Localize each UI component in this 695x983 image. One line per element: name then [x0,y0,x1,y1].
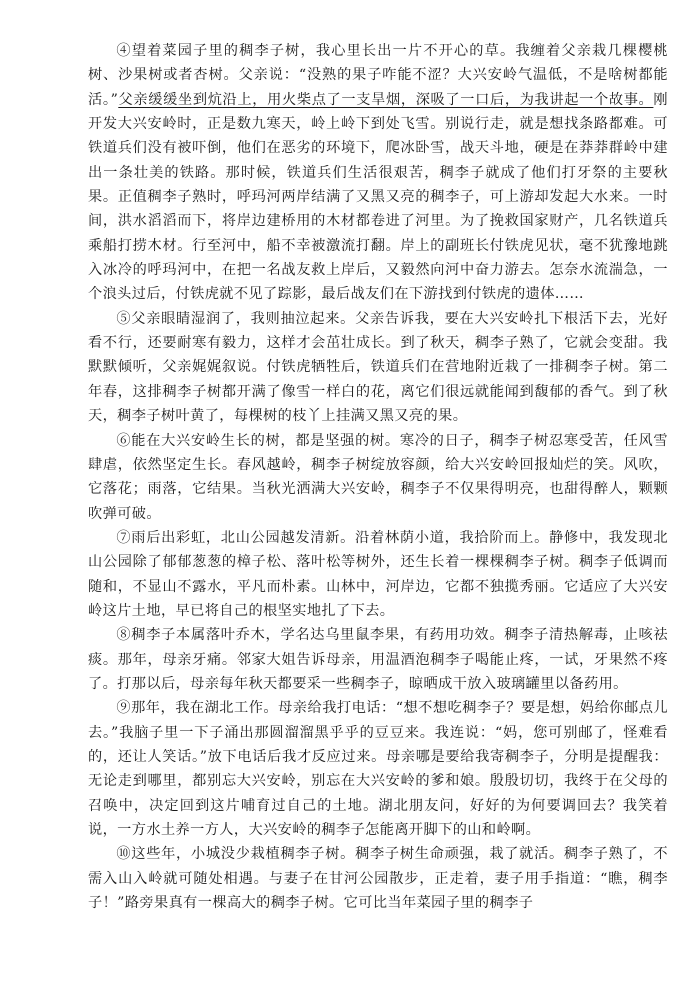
paragraph-4 [88,39,668,307]
paragraph-8: ⑧稠李子本属落叶乔木，学名达乌里鼠李果，有药用功效。稠李子清热解毒，止咳祛痰。那年，母亲牙痛。邻家大姐告诉母亲，用温酒泡稠李子喝能止疼，一试，牙果然不疼了。打那以后，母亲每年秋天都要采一些稠李子，晾晒成干放入玻璃罐里以备药用。 [88,627,668,692]
paragraph-9: ⑨那年，我在湖北工作。母亲给我打电话：“想不想吃稠李子？要是想，妈给你邮点儿去。”我脑子里一下子涌出那圆溜溜黑乎乎的豆豆来。我连说：“妈，您可别邮了，怪难看的，还让人笑话。”放下电话后我才反应过来。母亲哪是要给我寄稠李子，分明是提醒我：无论走到哪里，都别忘大兴安岭，别忘在大兴安岭的爹和娘。殷殷切切，我终于在父母的召唤中，决定回到这片哺育过自己的土地。湖北朋友问，好好的为何要调回去？我笑着说，一方水土养一方人，大兴安岭的稠李子怎能离开脚下的山和岭啊。 [88,700,668,838]
article-body [88,39,668,915]
paragraph-4-text-end: 刚开发大兴安岭时，正是数九寒天，岭上岭下到处飞雪。别说行走，就是想找条路都难。可铁道兵们没有被吓倒，他们在恶劣的环境下，爬冰卧雪，战天斗地，硬是在莽莽群岭中建出一条壮美的铁路。那时候，铁道兵们生活很艰苦，稠李子就成了他们打牙祭的主要秋果。正值稠李子熟时，呼玛河两岸结满了又黑又亮的稠李子，可上游却发起大水来。一时间，洪水滔滔而下，将岸边建桥用的木材都卷进了河里。为了挽救国家财产，几名铁道兵乘船打捞木材。行至河中，船不幸被激流打翻。岸上的副班长付铁虎见状，毫不犹豫地跳入冰冷的呼玛河中，在把一名战友救上岸后，又毅然向河中奋力游去。怎奈水流湍急，一个浪头过后，付铁虎就不见了踪影，最后战友们在下游找到付铁虎的遗体…… [88,91,669,303]
paragraph-4-text-start: ④望着菜园子里的稠李子树，我心里长出一片不开心的草。我缠着父亲栽几棵樱桃树、沙果树或者杏树。父亲说：“没熟的果子咋能不涩？大兴安岭气温低，不是啥树都能活。” [88,43,668,108]
paragraph-7: ⑦雨后出彩虹，北山公园越发清新。沿着林荫小道，我拾阶而上。静修中，我发现北山公园除了郁郁葱葱的樟子松、落叶松等树外，还生长着一棵棵稠李子树。稠李子低调而随和，不显山不露水，平凡而朴素。山林中，河岸边，它都不独揽秀丽。它适应了大兴安岭这片土地，早已将自己的根坚实地扎了下去。 [88,529,668,619]
paragraph-10: ⑩这些年，小城没少栽植稠李子树。稠李子树生命顽强，栽了就活。稠李子熟了，不需入山入岭就可随处相遇。与妻子在甘河公园散步，正走着，妻子用手指道：“瞧，稠李子！”路旁果真有一棵高大的稠李子树。它可比当年菜园子里的稠李子 [88,846,668,912]
paragraph-5: ⑤父亲眼睛湿润了，我则抽泣起来。父亲告诉我，要在大兴安岭扎下根活下去，光好看不行，还要耐寒有毅力，这样才会茁壮成长。到了秋天，稠李子熟了，它就会变甜。我默默倾听，父亲娓娓叙说。付铁虎牺牲后，铁道兵们在营地附近栽了一排稠李子树。第二年春，这排稠李子树都开满了像雪一样白的花，离它们很远就能闻到馥郁的香气。到了秋天，稠李子树叶黄了，每棵树的枝丫上挂满又黑又亮的果。 [88,310,668,425]
paragraph-6: ⑥能在大兴安岭生长的树，都是坚强的树。寒冷的日子，稠李子树忍寒受苦，任风雪肆虐，依然坚定生长。春风越岭，稠李子树绽放容颜，给大兴安岭回报灿烂的笑。风吹，它落花；雨落，它结果。当秋光洒满大兴安岭，稠李子不仅果得明亮，也甜得醉人，颗颗吹弹可破。 [88,432,668,522]
underlined-sentence: 父亲缓缓坐到炕沿上，用火柴点了一支旱烟，深吸了一口后，为我讲起一个故事。 [118,91,654,108]
